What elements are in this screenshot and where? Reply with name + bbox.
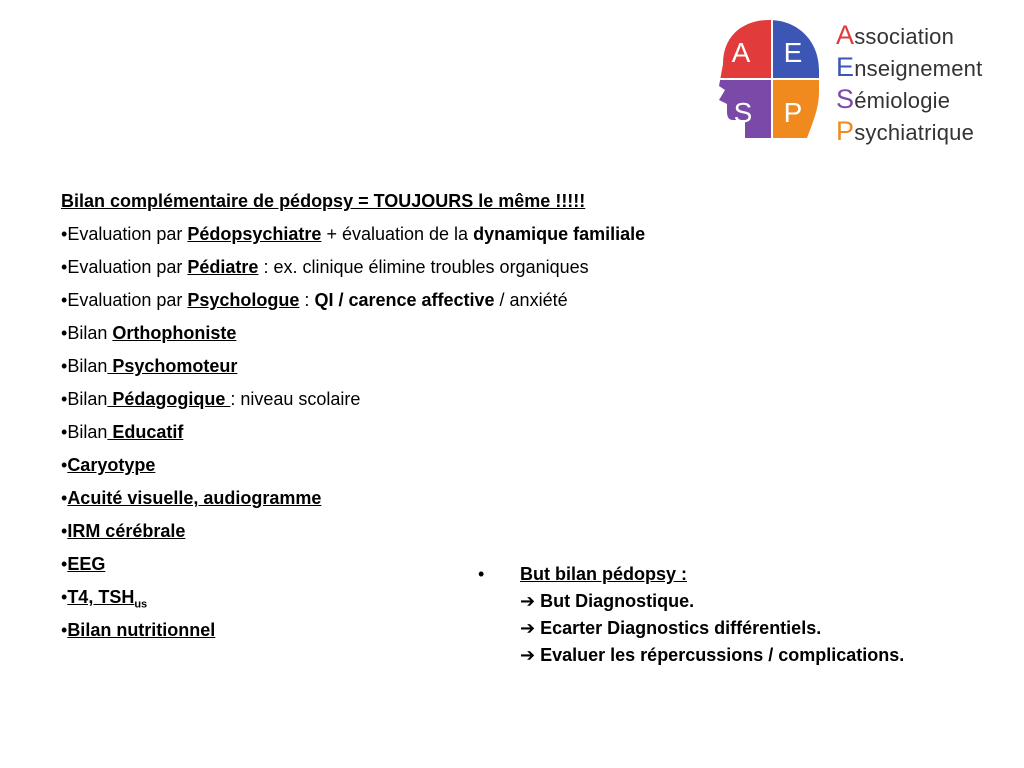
goal-item: ➔ Evaluer les répercussions / complications.: [520, 645, 905, 665]
head-logo-icon: [703, 12, 833, 142]
goal-title: But bilan pédopsy :: [520, 564, 688, 584]
list-item: •Acuité visuelle, audiogramme: [61, 488, 322, 508]
list-item: •Bilan nutritionnel: [61, 620, 216, 640]
logo-wordmark: [836, 20, 982, 148]
bullet: •: [61, 257, 68, 277]
bullet: •: [61, 290, 68, 310]
logo-letter-e: E: [783, 37, 803, 68]
bullet: •: [478, 564, 485, 584]
list-item: •Bilan Pédagogique : niveau scolaire: [61, 389, 361, 409]
arrow-right-icon: ➔: [520, 645, 536, 665]
logo-letter-s: S: [733, 97, 753, 128]
list-item: •Caryotype: [61, 455, 156, 475]
list-item: •Bilan Psychomoteur: [61, 356, 238, 376]
goal-item: ➔ But Diagnostique.: [520, 591, 695, 611]
logo-line-enseignement: Enseignement: [836, 52, 983, 82]
logo-line-association: Association: [836, 20, 955, 50]
bullet: •: [61, 554, 68, 574]
logo-letter-p: P: [783, 97, 803, 128]
list-item: •Bilan Orthophoniste: [61, 323, 237, 343]
list-item: •Evaluation par Pédiatre : ex. clinique élimine troubles organiques: [61, 257, 589, 277]
bullet: •: [61, 389, 68, 409]
bullet: •: [61, 356, 68, 376]
logo-line-psychiatrique: Psychiatrique: [836, 116, 975, 146]
bullet: •: [61, 224, 68, 244]
bullet: •: [61, 620, 68, 640]
bilan-title: Bilan complémentaire de pédopsy = TOUJOURS le même !!!!!: [61, 191, 586, 211]
bullet: •: [61, 455, 68, 475]
bullet: •: [61, 521, 68, 541]
list-item: •T4, $TSH_{us}$: [61, 587, 148, 611]
logo-letter-a: A: [731, 37, 751, 68]
list-item: •Bilan Educatif: [61, 422, 184, 442]
list-item: •Evaluation par Psychologue : QI / carence affective / anxiété: [61, 290, 568, 310]
logo-line-semiologie: Sémiologie: [836, 84, 951, 114]
aesp-logo: [703, 12, 1013, 152]
list-item: •Evaluation par Pédopsychiatre + évaluation de la dynamique familiale: [61, 224, 646, 244]
list-item: •EEG: [61, 554, 106, 574]
bullet: •: [61, 488, 68, 508]
goal-item: ➔ Ecarter Diagnostics différentiels.: [520, 618, 822, 638]
bullet: •: [61, 323, 68, 343]
bullet: •: [61, 587, 68, 607]
arrow-right-icon: ➔: [520, 618, 536, 638]
arrow-right-icon: ➔: [520, 591, 536, 611]
bullet: •: [61, 422, 68, 442]
list-item: •IRM cérébrale: [61, 521, 186, 541]
